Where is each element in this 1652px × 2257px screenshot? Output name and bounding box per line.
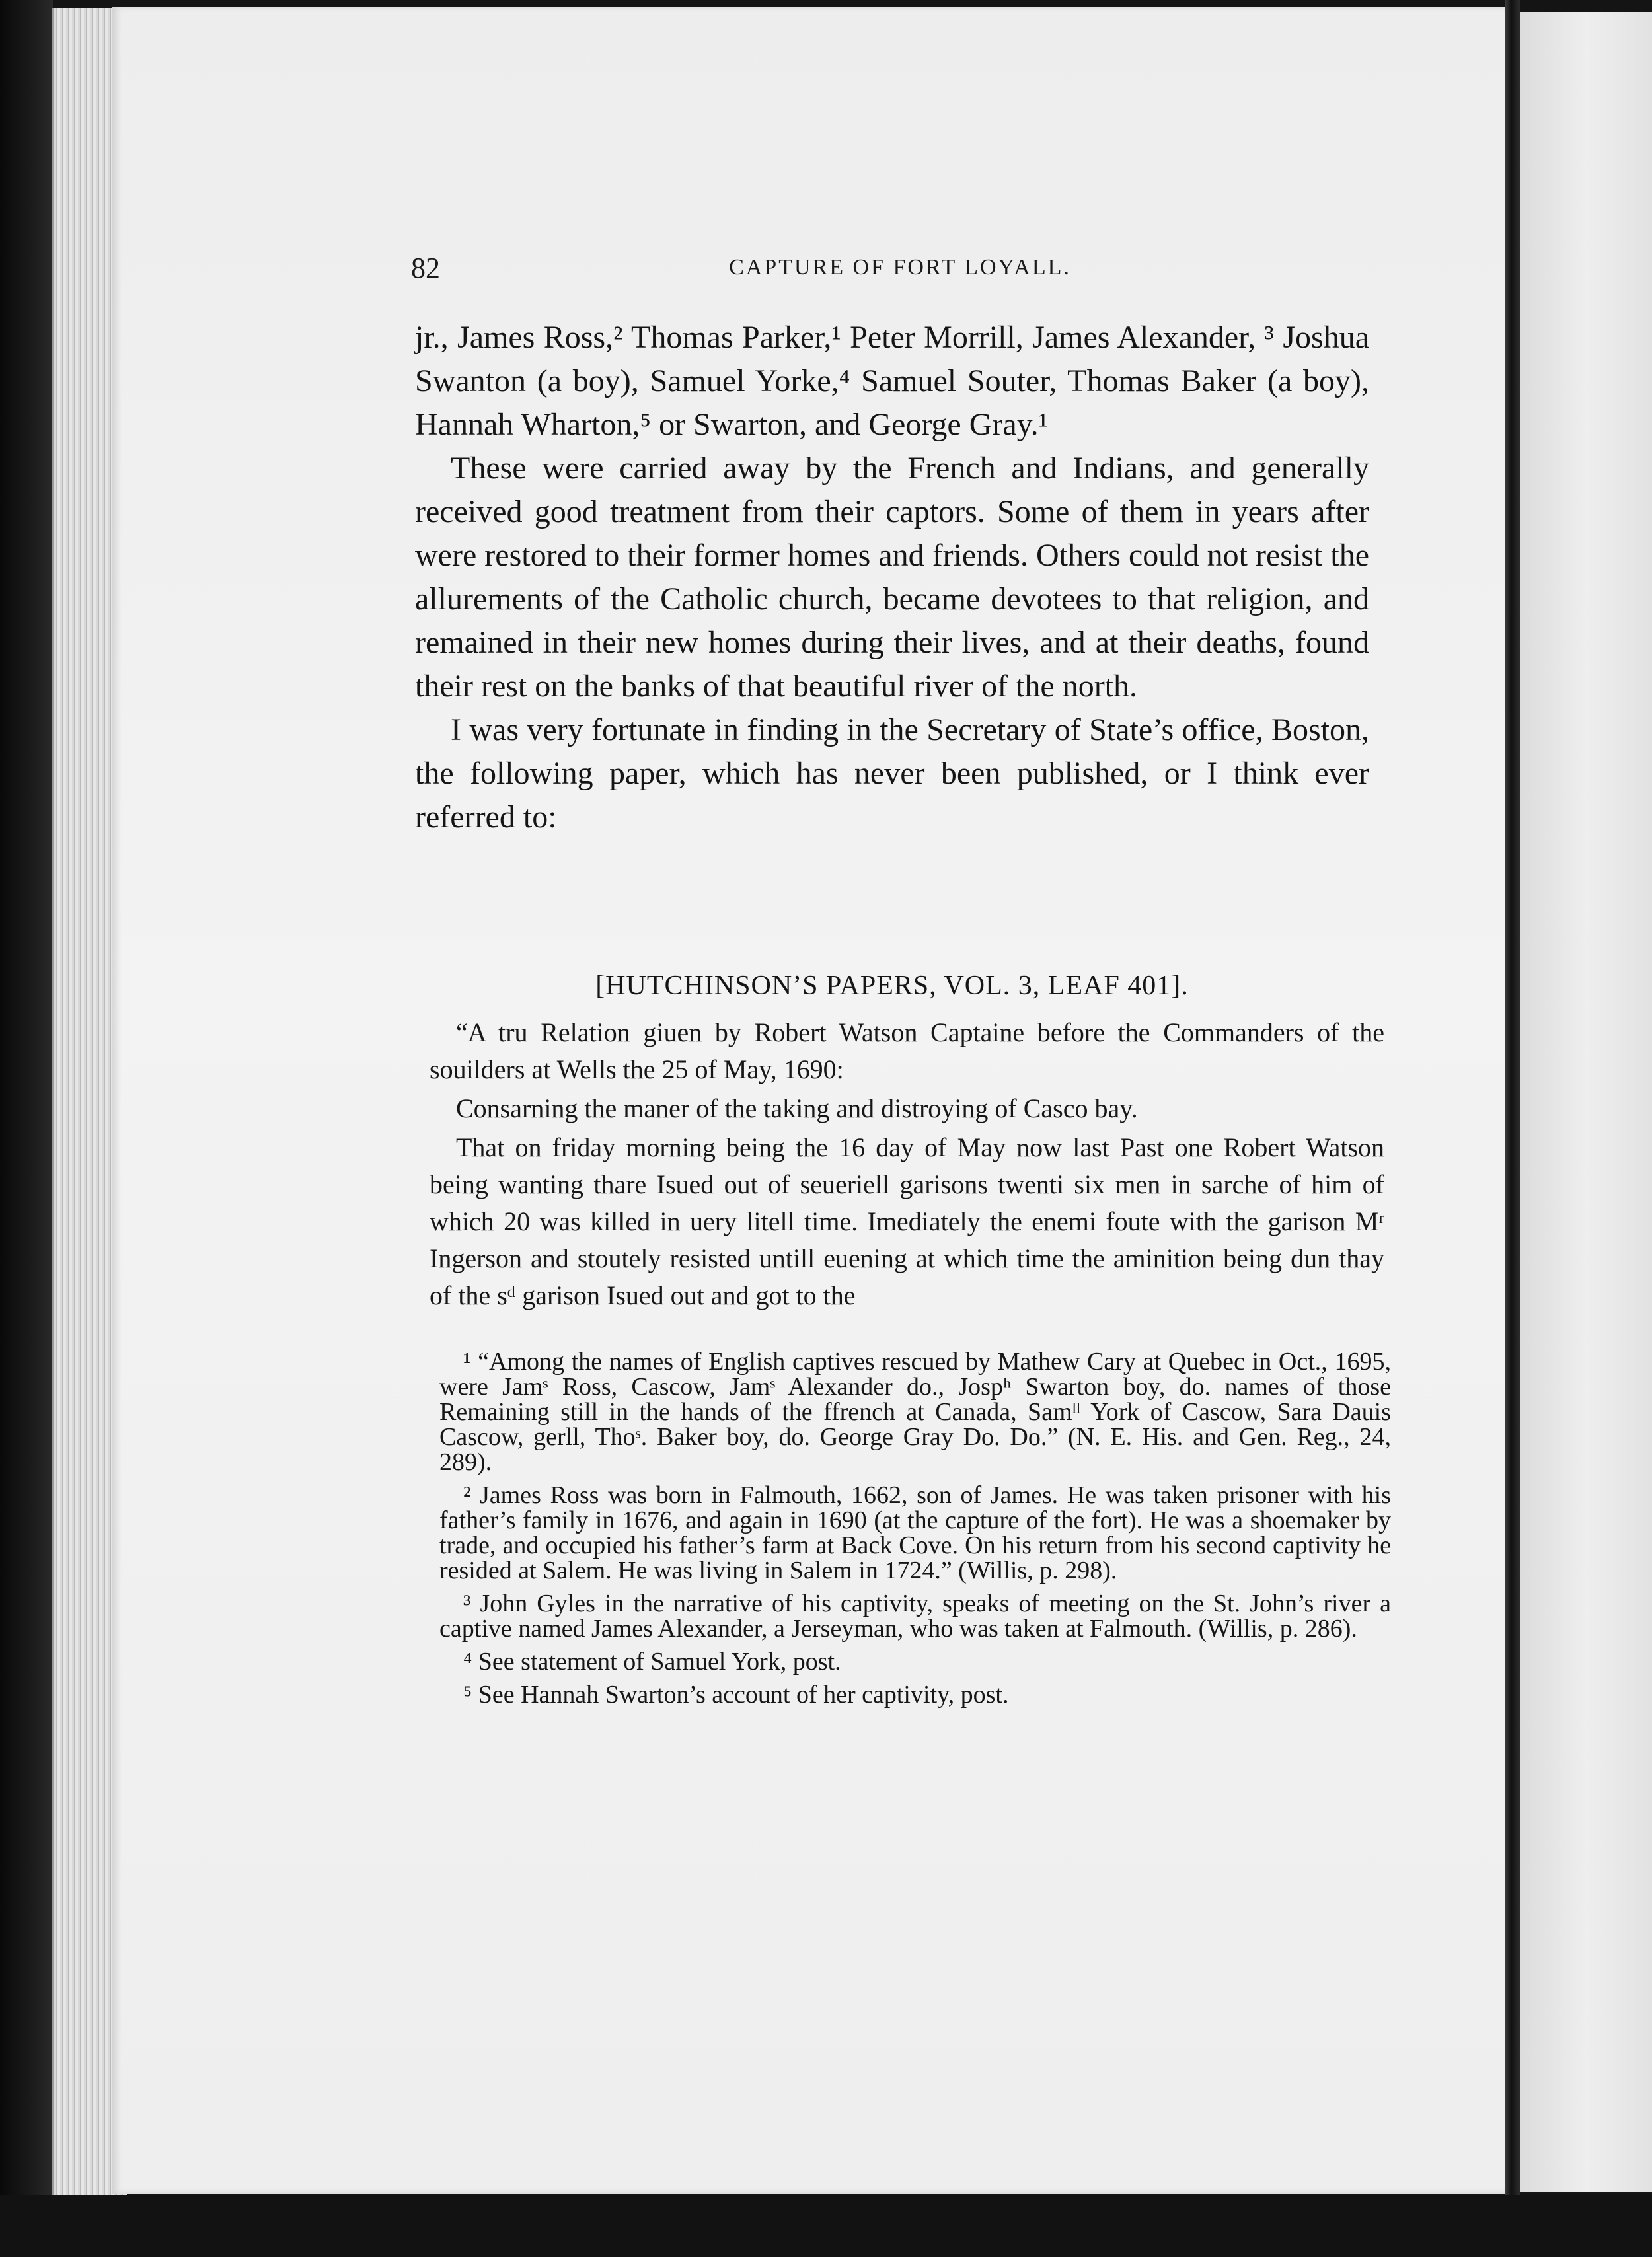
page-header <box>411 251 1389 291</box>
quote-paragraph: That on friday morning being the 16 day of May now last Past one Robert Watson being wanting thare Isued out of seueriell garisons twenti six men in sarche of him of which 20 was killed in uery litell time. Imediately the enemi foute with the garison Mʳ Ingerson and stoutely resisted untill euening at which time the aminition being dun thay of the sᵈ garison Isued out and got to the <box>430 1132 1384 1310</box>
quoted-relation <box>430 1014 1384 1316</box>
footnote: ⁵ See Hannah Swarton’s account of her captivity, post. <box>463 1681 1009 1709</box>
quote-paragraph: Consarning the maner of the taking and distroying of Casco bay. <box>456 1093 1138 1123</box>
footnotes <box>439 1349 1391 1715</box>
body-paragraph: jr., James Ross,² Thomas Parker,¹ Peter Morrill, James Alexander, ³ Joshua Swanton (a boy), Samuel Yorke,⁴ Samuel Souter, Thomas Baker (a boy), Hannah Wharton,⁵ or Swarton, and George Gray.¹ <box>415 320 1369 442</box>
main-text <box>415 316 1369 839</box>
scan-background-left <box>0 0 53 2257</box>
scan-background-bottom <box>0 2195 1652 2257</box>
facing-page-edge <box>1520 12 1652 2192</box>
footnote: ² James Ross was born in Falmouth, 1662, son of James. He was taken prisoner with his father’s family in 1676, and again in 1690 (at the capture of the fort). He was a shoemaker by trade, and occupied his father’s farm at Back Cove. On his return from his second captivity he resided at Salem. He was living in Salem in 1724.” (Willis, p. 298). <box>439 1481 1391 1584</box>
body-paragraph: I was very fortunate in finding in the Secretary of State’s office, Boston, the following paper, which has never been published, or I think ever referred to: <box>415 712 1369 834</box>
quote-paragraph: “A tru Relation giuen by Robert Watson Captaine before the Commanders of the souilders at Wells the 25 of May, 1690: <box>430 1018 1384 1084</box>
footnote: ¹ “Among the names of English captives rescued by Mathew Cary at Quebec in Oct., 1695, were Jamˢ Ross, Cascow, Jamˢ Alexander do., Jospʰ Swarton boy, do. names of those Remaining still in the hands of the ffrench at Canada, Samˡˡ York of Cascow, Sara Dauis Cascow, gerll, Thoˢ. Baker boy, do. George Gray Do. Do.” (N. E. His. and Gen. Reg., 24, 289). <box>439 1348 1391 1476</box>
body-paragraph: These were carried away by the French and Indians, and generally received good treatment from their captors. Some of them in years after were restored to their former homes and friends. Others could not resist the allurements of the Catholic church, became devotees to that religion, and remained in their new homes during their lives, and at their deaths, found their rest on the banks of that beautiful river of the north. <box>415 451 1369 704</box>
footnote: ⁴ See statement of Samuel York, post. <box>463 1648 841 1676</box>
running-title: CAPTURE OF FORT LOYALL. <box>729 255 1071 279</box>
page-number: 82 <box>411 252 440 284</box>
source-heading: [HUTCHINSON’S PAPERS, VOL. 3, LEAF 401]. <box>595 971 1189 1001</box>
book-gutter <box>1505 0 1520 2200</box>
footnote: ³ John Gyles in the narrative of his captivity, speaks of meeting on the St. John’s river a captive named James Alexander, a Jerseyman, who was taken at Falmouth. (Willis, p. 286). <box>439 1590 1391 1643</box>
